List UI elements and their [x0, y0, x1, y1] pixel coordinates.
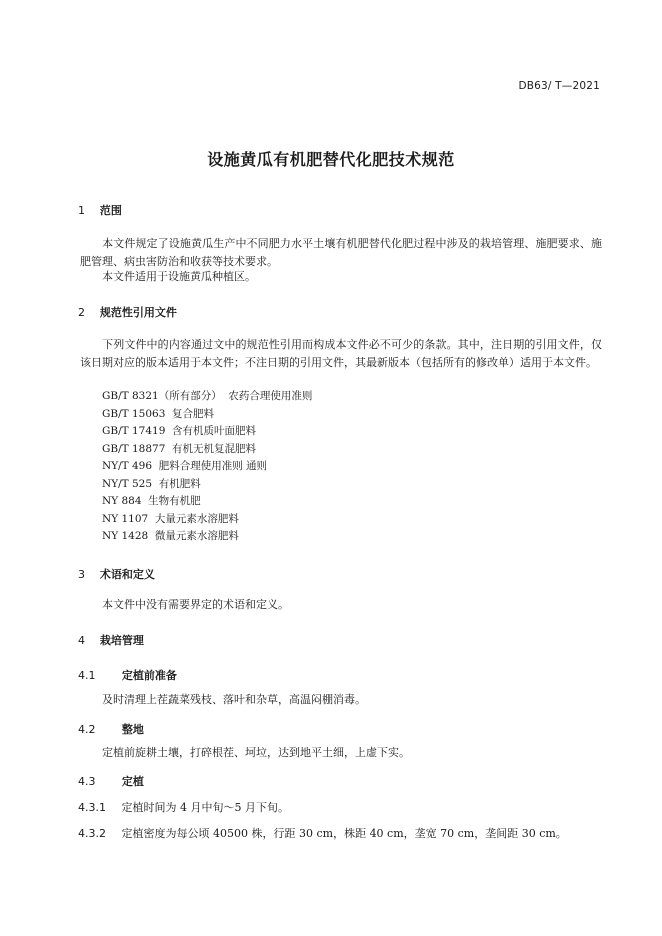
paragraph — [80, 268, 602, 286]
reference-item: NY/T 496 肥料合理使用准则 通则 — [102, 460, 268, 472]
section-number: 4.3 — [78, 775, 96, 788]
reference-list — [102, 388, 312, 546]
section-title: 范围 — [99, 204, 122, 217]
clause-number: 4.3.1 — [78, 801, 106, 814]
reference-item: NY 884 生物有机肥 — [102, 495, 201, 507]
reference-item: NY 1428 微量元素水溶肥料 — [102, 530, 239, 542]
reference-item: GB/T 18877 有机无机复混肥料 — [102, 442, 257, 455]
clause-number: 4.3.2 — [78, 827, 106, 840]
section-number: 1 — [78, 204, 85, 217]
clause-text: 定植时间为 4 月中旬～5 月下旬。 — [121, 801, 289, 814]
section-number: 2 — [78, 306, 85, 319]
section-number: 4.2 — [78, 723, 96, 736]
reference-item: GB/T 8321（所有部分） 农药合理使用准则 — [102, 390, 313, 402]
section-title: 规范性引用文件 — [99, 306, 177, 319]
paragraph-text: 定植前旋耕土壤，打碎根茬、坷垃，达到地平土细，上虚下实。 — [102, 746, 410, 759]
subsection-heading-4-2 — [78, 721, 144, 737]
standard-code: DB63/ T—2021 — [518, 80, 600, 92]
section-heading-2 — [78, 304, 177, 320]
paragraph — [80, 744, 602, 762]
section-heading-1 — [78, 202, 122, 218]
reference-item: GB/T 15063 复合肥料 — [102, 407, 215, 420]
reference-item: NY 1107 大量元素水溶肥料 — [102, 512, 239, 525]
paragraph-text: 及时清理上茬蔬菜残枝、落叶和杂草，高温闷棚消毒。 — [102, 693, 366, 706]
document-title: 设施黄瓜有机肥替代化肥技术规范 — [207, 150, 455, 169]
subsection-heading-4-1 — [78, 667, 177, 683]
section-title: 整地 — [121, 723, 144, 736]
clause-text: 定植密度为每公顷 40500 株，行距 30 cm，株距 40 cm，垄宽 70 cm，垄间距 30 cm。 — [121, 827, 567, 840]
paragraph-text: 本文件规定了设施黄瓜生产中不同肥力水平土壤有机肥替代化肥过程中涉及的栽培管理、施肥要求、施肥管理、病虫害防治和收获等技术要求。 — [80, 237, 602, 268]
paragraph — [80, 691, 602, 709]
paragraph-text: 本文件适用于设施黄瓜种植区。 — [102, 270, 256, 283]
section-heading-4 — [78, 632, 144, 648]
reference-item: GB/T 17419 含有机质叶面肥料 — [102, 425, 257, 437]
section-number: 4.1 — [78, 669, 96, 682]
paragraph-text: 下列文件中的内容通过文中的规范性引用而构成本文件必不可少的条款。其中，注日期的引用文件，仅该日期对应的版本适用于本文件；不注日期的引用文件，其最新版本（包括所有的修改单）适用于本文件。 — [80, 338, 602, 369]
paragraph — [80, 235, 602, 271]
section-title: 定植 — [121, 775, 144, 788]
clause-4-3-1 — [78, 799, 289, 815]
section-number: 4 — [78, 634, 85, 647]
clause-4-3-2 — [78, 825, 567, 841]
paragraph — [80, 336, 602, 372]
paragraph — [80, 596, 602, 614]
reference-item: NY/T 525 有机肥料 — [102, 477, 201, 490]
section-number: 3 — [78, 568, 85, 581]
subsection-heading-4-3 — [78, 773, 144, 789]
section-heading-3 — [78, 566, 155, 582]
paragraph-text: 本文件中没有需要界定的术语和定义。 — [102, 598, 289, 611]
section-title: 栽培管理 — [99, 634, 144, 647]
section-title: 术语和定义 — [99, 568, 155, 581]
section-title: 定植前准备 — [121, 669, 177, 682]
